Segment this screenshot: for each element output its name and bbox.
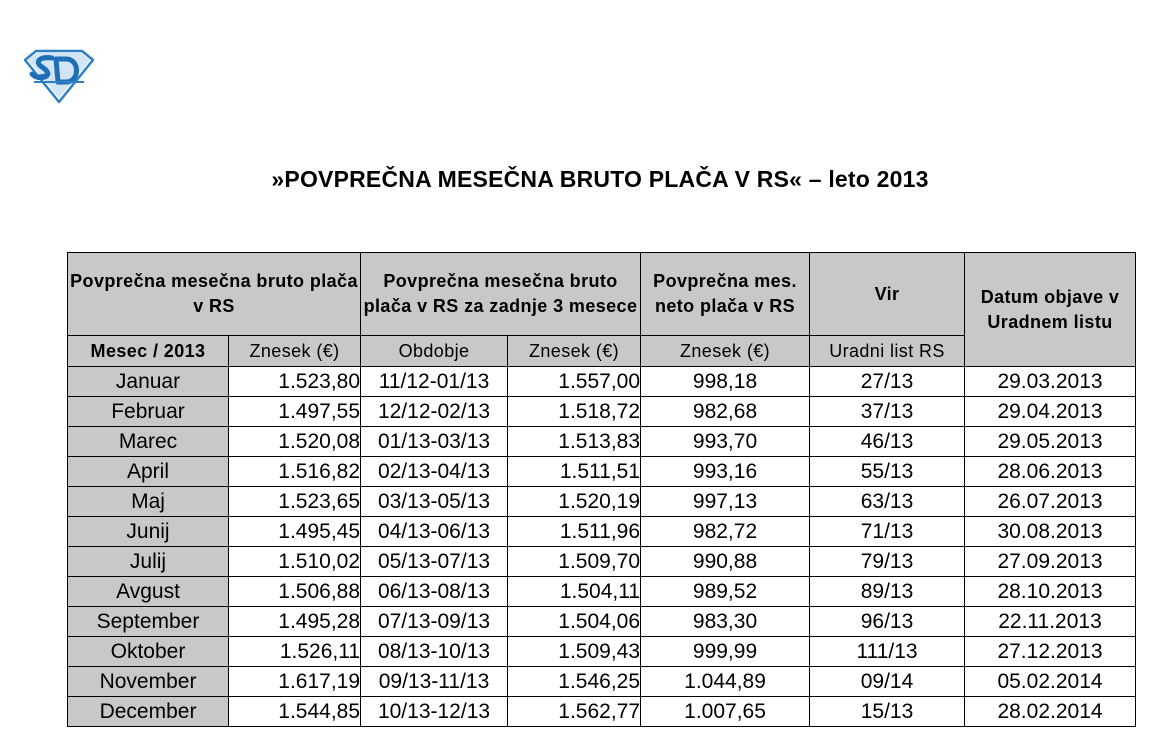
- cell-source: 111/13: [810, 637, 965, 667]
- cell-gross-3: 1.511,51: [508, 457, 641, 487]
- subheader-gazette: Uradni list RS: [810, 336, 965, 367]
- table-row: [68, 637, 1136, 667]
- cell-gross-3: 1.511,96: [508, 517, 641, 547]
- cell-net: 982,68: [641, 397, 810, 427]
- cell-month: Oktober: [68, 637, 229, 667]
- cell-month: Februar: [68, 397, 229, 427]
- cell-gross-3: 1.520,19: [508, 487, 641, 517]
- subheader-amount: Znesek (€): [229, 336, 361, 367]
- header-source: Vir: [810, 253, 965, 336]
- cell-period: 03/13-05/13: [361, 487, 508, 517]
- cell-gross: 1.516,82: [229, 457, 361, 487]
- cell-gross-3: 1.557,00: [508, 367, 641, 397]
- cell-source: 89/13: [810, 577, 965, 607]
- cell-date: 26.07.2013: [965, 487, 1136, 517]
- cell-source: 09/14: [810, 667, 965, 697]
- cell-net: 1.044,89: [641, 667, 810, 697]
- cell-source: 63/13: [810, 487, 965, 517]
- header-net: Povprečna mes. neto plača v RS: [641, 253, 810, 336]
- cell-date: 29.03.2013: [965, 367, 1136, 397]
- cell-gross-3: 1.509,43: [508, 637, 641, 667]
- cell-net: 993,70: [641, 427, 810, 457]
- subheader-net-amount: Znesek (€): [641, 336, 810, 367]
- cell-period: 07/13-09/13: [361, 607, 508, 637]
- cell-net: 983,30: [641, 607, 810, 637]
- table-row: [68, 607, 1136, 637]
- cell-source: 55/13: [810, 457, 965, 487]
- cell-month: April: [68, 457, 229, 487]
- cell-net: 1.007,65: [641, 697, 810, 727]
- cell-gross: 1.523,80: [229, 367, 361, 397]
- cell-date: 30.08.2013: [965, 517, 1136, 547]
- cell-gross-3: 1.509,70: [508, 547, 641, 577]
- cell-source: 37/13: [810, 397, 965, 427]
- table-row: [68, 427, 1136, 457]
- cell-gross: 1.497,55: [229, 397, 361, 427]
- cell-gross: 1.526,11: [229, 637, 361, 667]
- cell-period: 09/13-11/13: [361, 667, 508, 697]
- subheader-period: Obdobje: [361, 336, 508, 367]
- cell-source: 71/13: [810, 517, 965, 547]
- cell-period: 02/13-04/13: [361, 457, 508, 487]
- table-row: [68, 367, 1136, 397]
- cell-date: 29.05.2013: [965, 427, 1136, 457]
- cell-month: September: [68, 607, 229, 637]
- table-row: [68, 517, 1136, 547]
- cell-net: 982,72: [641, 517, 810, 547]
- table-row: [68, 457, 1136, 487]
- cell-gross-3: 1.513,83: [508, 427, 641, 457]
- cell-month: November: [68, 667, 229, 697]
- cell-period: 04/13-06/13: [361, 517, 508, 547]
- cell-net: 999,99: [641, 637, 810, 667]
- cell-net: 993,16: [641, 457, 810, 487]
- cell-month: Avgust: [68, 577, 229, 607]
- page-title: »POVPREČNA MESEČNA BRUTO PLAČA V RS« – leto 2013: [271, 166, 929, 192]
- sd-logo-icon: [22, 48, 96, 104]
- cell-date: 05.02.2014: [965, 667, 1136, 697]
- cell-gross: 1.495,45: [229, 517, 361, 547]
- cell-gross: 1.520,08: [229, 427, 361, 457]
- header-gross-3-months: Povprečna mesečna bruto plača v RS za zadnje 3 mesece: [361, 253, 641, 336]
- cell-date: 28.02.2014: [965, 697, 1136, 727]
- cell-date: 27.12.2013: [965, 637, 1136, 667]
- table-row: [68, 487, 1136, 517]
- cell-net: 998,18: [641, 367, 810, 397]
- header-published: Datum objave v Uradnem listu: [965, 253, 1136, 367]
- cell-gross-3: 1.562,77: [508, 697, 641, 727]
- cell-gross-3: 1.518,72: [508, 397, 641, 427]
- cell-source: 96/13: [810, 607, 965, 637]
- cell-date: 22.11.2013: [965, 607, 1136, 637]
- cell-date: 29.04.2013: [965, 397, 1136, 427]
- cell-gross: 1.495,28: [229, 607, 361, 637]
- table-row: [68, 547, 1136, 577]
- table-row: [68, 667, 1136, 697]
- cell-gross: 1.506,88: [229, 577, 361, 607]
- table-row: [68, 577, 1136, 607]
- cell-source: 15/13: [810, 697, 965, 727]
- subheader-month: Mesec / 2013: [68, 336, 229, 367]
- cell-date: 28.10.2013: [965, 577, 1136, 607]
- cell-source: 79/13: [810, 547, 965, 577]
- cell-gross-3: 1.546,25: [508, 667, 641, 697]
- cell-period: 10/13-12/13: [361, 697, 508, 727]
- subheader-amount-3: Znesek (€): [508, 336, 641, 367]
- cell-month: Maj: [68, 487, 229, 517]
- cell-net: 997,13: [641, 487, 810, 517]
- cell-period: 08/13-10/13: [361, 637, 508, 667]
- cell-period: 11/12-01/13: [361, 367, 508, 397]
- cell-date: 28.06.2013: [965, 457, 1136, 487]
- cell-source: 46/13: [810, 427, 965, 457]
- table-header-row: [68, 253, 1136, 336]
- cell-period: 05/13-07/13: [361, 547, 508, 577]
- salary-table: [67, 252, 1136, 727]
- cell-period: 06/13-08/13: [361, 577, 508, 607]
- cell-date: 27.09.2013: [965, 547, 1136, 577]
- cell-month: December: [68, 697, 229, 727]
- cell-net: 990,88: [641, 547, 810, 577]
- cell-source: 27/13: [810, 367, 965, 397]
- header-gross: Povprečna mesečna bruto plača v RS: [68, 253, 361, 336]
- cell-gross: 1.523,65: [229, 487, 361, 517]
- cell-gross: 1.510,02: [229, 547, 361, 577]
- sd-shield-logo: [22, 48, 96, 104]
- cell-period: 12/12-02/13: [361, 397, 508, 427]
- cell-month: Julij: [68, 547, 229, 577]
- cell-gross-3: 1.504,11: [508, 577, 641, 607]
- cell-month: Junij: [68, 517, 229, 547]
- cell-net: 989,52: [641, 577, 810, 607]
- table-row: [68, 697, 1136, 727]
- cell-month: Marec: [68, 427, 229, 457]
- table-row: [68, 397, 1136, 427]
- cell-month: Januar: [68, 367, 229, 397]
- cell-gross: 1.544,85: [229, 697, 361, 727]
- cell-gross: 1.617,19: [229, 667, 361, 697]
- cell-period: 01/13-03/13: [361, 427, 508, 457]
- cell-gross-3: 1.504,06: [508, 607, 641, 637]
